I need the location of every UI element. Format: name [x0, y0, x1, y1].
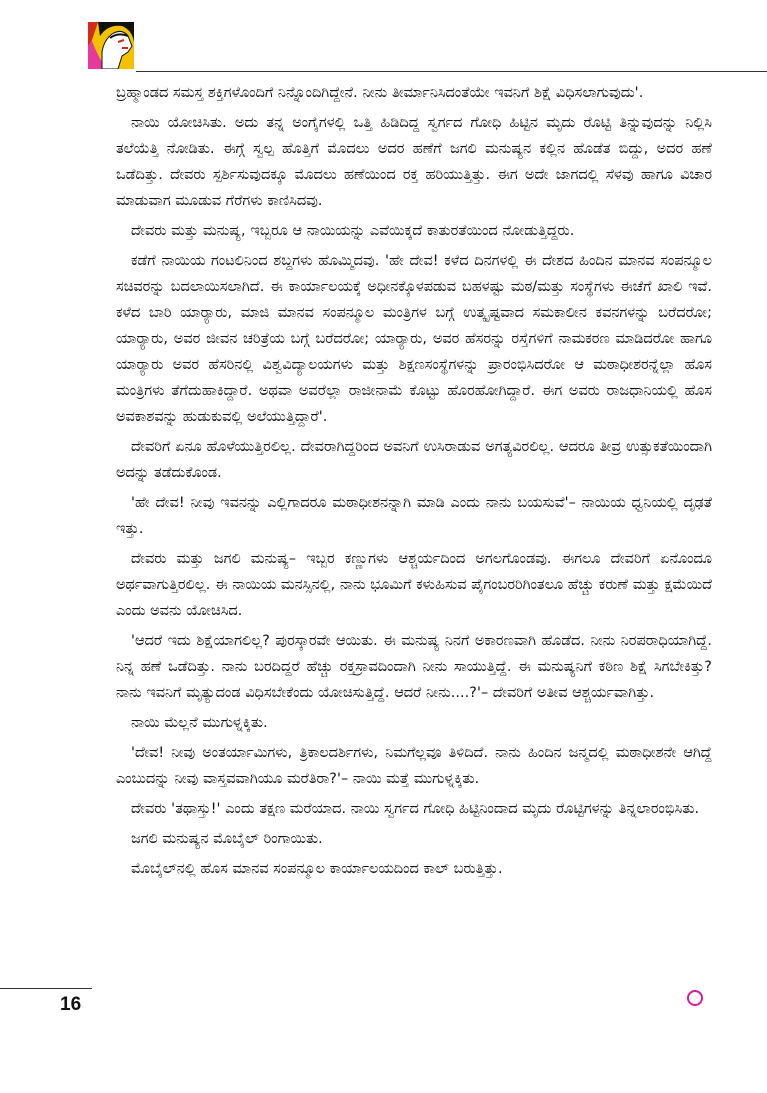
woman-profile-logo-icon: [88, 22, 134, 69]
paragraph: 'ಆದರೆ ಇದು ಶಿಕ್ಷೆಯಾಗಲಿಲ್ಲ? ಪುರಸ್ಕಾರವೇ ಆಯಿತು. ಈ ಮನುಷ್ಯ ನಿನಗೆ ಅಕಾರಣವಾಗಿ ಹೊಡೆದ. ನೀನು ನಿರಪರಾಧಿಯಾಗಿದ್ದೆ. ನಿನ್ನ ಹಣೆ ಒಡೆದಿತ್ತು. ನಾನು ಬರದಿದ್ದರೆ ಹೆಚ್ಚು ರಕ್ತಸ್ರಾವದಿಂದಾಗಿ ನೀನು ಸಾಯುತ್ತಿದ್ದೆ. ಈ ಮನುಷ್ಯನಿಗೆ ಕಠಿಣ ಶಿಕ್ಷೆ ಸಿಗಬೇಕಿತ್ತು? ನಾನು ಇವನಿಗೆ ಮೃತ್ಯುದಂಡ ವಿಧಿಸಬೇಕೆಂದು ಯೋಚಿಸುತ್ತಿದ್ದೆ. ಆದರೆ ನೀನು....?'– ದೇವರಿಗೆ ಅತೀವ ಆಶ್ಚರ್ಯವಾಗಿತ್ತು.: [116, 633, 712, 701]
paragraph: 'ದೇವ! ನೀವು ಅಂತರ್ಯಾಮಿಗಳು, ತ್ರಿಕಾಲದರ್ಶಿಗಳು, ನಿಮಗೆಲ್ಲವೂ ತಿಳಿದಿದೆ. ನಾನು ಹಿಂದಿನ ಜನ್ಮದಲ್ಲಿ ಮಠಾಧೀಶನೇ ಆಗಿದ್ದೆ ಎಂಬುದನ್ನು ನೀವು ವಾಸ್ತವವಾಗಿಯೂ ಮರೆತಿರಾ?'– ನಾಯಿ ಮತ್ತೆ ಮುಗುಳ್ನಕ್ಕಿತು.: [116, 745, 712, 787]
paragraph: ದೇವರು ಮತ್ತು ಜಗಲಿ ಮನುಷ್ಯ– ಇಬ್ಬರ ಕಣ್ಣುಗಳು ಆಶ್ಚರ್ಯದಿಂದ ಅಗಲಗೊಂಡವು. ಈಗಲೂ ದೇವರಿಗೆ ಏನೊಂದೂ ಅರ್ಥವಾಗುತ್ತಿರಲಿಲ್ಲ. ಈ ನಾಯಿಯ ಮನಸ್ಸಿನಲ್ಲಿ, ನಾನು ಭೂಮಿಗೆ ಕಳುಹಿಸುವ ಪೈಗಂಬರರಿಗಿಂತಲೂ ಹೆಚ್ಚು ಕರುಣೆ ಮತ್ತು ಕ್ಷಮೆಯಿದೆ ಎಂದು ಅವನು ಯೋಚಿಸಿದ.: [116, 551, 712, 619]
paragraph: ಕಡೆಗೆ ನಾಯಿಯ ಗಂಟಲಿನಿಂದ ಶಬ್ದಗಳು ಹೊಮ್ಮಿದವು. 'ಹೇ ದೇವ! ಕಳೆದ ದಿನಗಳಲ್ಲಿ ಈ ದೇಶದ ಹಿಂದಿನ ಮಾನವ ಸಂಪನ್ಮೂಲ ಸಚಿವರನ್ನು ಬದಲಾಯಿಸಲಾಗಿದೆ. ಈ ಕಾರ್ಯಾಲಯಕ್ಕೆ ಅಧೀನಕ್ಕೊಳಪಡುವ ಬಹಳಷ್ಟು ಮಠ/ಮತ್ತು ಸಂಸ್ಥೆಗಳು ಈಚೆಗೆ ಖಾಲಿ ಇವೆ. ಕಳೆದ ಬಾರಿ ಯಾರ್‍ಯಾರು, ಮಾಜಿ ಮಾನವ ಸಂಪನ್ಮೂಲ ಮಂತ್ರಿಗಳ ಬಗ್ಗೆ ಉತ್ಕೃಷ್ಟವಾದ ಸಮಕಾಲೀನ ಕವನಗಳನ್ನು ಬರೆದರೋ; ಯಾರ್‍ಯಾರು, ಅವರ ಜೀವನ ಚರಿತ್ರೆಯ ಬಗ್ಗೆ ಬರೆದರೋ; ಯಾರ್‍ಯಾರು, ಅವರ ಹೆಸರನ್ನು ರಸ್ತೆಗಳಿಗೆ ನಾಮಕರಣ ಮಾಡಿದರೋ ಹಾಗೂ ಯಾರ್‍ಯಾರು ಅವರ ಹೆಸರಿನಲ್ಲಿ ವಿಶ್ವವಿದ್ಯಾಲಯಗಳು ಮತ್ತು ಶಿಕ್ಷಣಸಂಸ್ಥೆಗಳನ್ನು ಪ್ರಾರಂಭಿಸಿದರೋ ಆ ಮಠಾಧೀಶರನ್ನೆಲ್ಲಾ ಹೊಸ ಮಂತ್ರಿಗಳು ತೆಗೆದುಹಾಕಿದ್ದಾರೆ. ಅಥವಾ ಅವರೆಲ್ಲಾ ರಾಜೀನಾಮೆ ಕೊಟ್ಟು ಹೊರಹೋಗಿದ್ದಾರೆ. ಈಗ ಅವರು ರಾಜಧಾನಿಯಲ್ಲಿ ಹೊಸ ಅವಕಾಶವನ್ನು ಹುಡುಕುವಲ್ಲಿ ಅಲೆಯುತ್ತಿದ್ದಾರೆ'.: [116, 253, 712, 425]
paragraph: ದೇವರಿಗೆ ಏನೂ ಹೊಳೆಯುತ್ತಿರಲಿಲ್ಲ. ದೇವರಾಗಿದ್ದರಿಂದ ಅವನಿಗೆ ಉಸಿರಾಡುವ ಅಗತ್ಯವಿರಲಿಲ್ಲ. ಆದರೂ ತೀವ್ರ ಉತ್ಸುಕತೆಯಿಂದಾಗಿ ಅದನ್ನು ತಡೆದುಕೊಂಡ.: [116, 439, 712, 481]
paragraph: ಮೊಬೈಲ್‌ನಲ್ಲಿ ಹೊಸ ಮಾನವ ಸಂಪನ್ಮೂಲ ಕಾರ್ಯಾಲಯದಿಂದ ಕಾಲ್ ಬರುತ್ತಿತ್ತು.: [131, 861, 503, 877]
paragraph: ನಾಯಿ ಮೆಲ್ಲನೆ ಮುಗುಳ್ನಕ್ಕಿತು.: [131, 715, 268, 731]
article-body: [116, 80, 712, 886]
paragraph: ದೇವರು 'ತಥಾಸ್ತು!' ಎಂದು ತಕ್ಷಣ ಮರೆಯಾದ. ನಾಯಿ ಸ್ವರ್ಗದ ಗೋಧಿ ಹಿಟ್ಟಿನಿಂದಾದ ಮೃದು ರೊಟ್ಟಿಗಳನ್ನು ತಿನ್ನಲಾರಂಭಿಸಿತು.: [131, 801, 700, 817]
end-circle-icon: [687, 990, 703, 1006]
footer-rule: [0, 988, 92, 989]
magazine-logo: [88, 22, 134, 69]
paragraph: ಬ್ರಹ್ಮಾಂಡದ ಸಮಸ್ತ ಶಕ್ತಿಗಳೊಂದಿಗೆ ನಿನ್ನೊಂದಿಗಿದ್ದೇನೆ. ನೀನು ತೀರ್ಮಾನಿಸಿದಂತೆಯೇ ಇವನಿಗೆ ಶಿಕ್ಷೆ ವಿಧಿಸಲಾಗುವುದು'.: [116, 85, 644, 101]
paragraph: ದೇವರು ಮತ್ತು ಮನುಷ್ಯ, ಇಬ್ಬರೂ ಆ ನಾಯಿಯನ್ನು ಎವೆಯಿಕ್ಕದೆ ಕಾತುರತೆಯಿಂದ ನೋಡುತ್ತಿದ್ದರು.: [131, 223, 575, 239]
header-rule: [136, 71, 767, 72]
paragraph: ಜಗಲಿ ಮನುಷ್ಯನ ಮೊಬೈಲ್ ರಿಂಗಾಯಿತು.: [131, 831, 323, 847]
paragraph: 'ಹೇ ದೇವ! ನೀವು ಇವನನ್ನು ಎಲ್ಲಿಗಾದರೂ ಮಠಾಧೀಶನನ್ನಾಗಿ ಮಾಡಿ ಎಂದು ನಾನು ಬಯಸುವೆ'– ನಾಯಿಯ ಧ್ವನಿಯಲ್ಲಿ ದೃಢತೆ ಇತ್ತು.: [116, 495, 712, 537]
page-number: 16: [60, 994, 82, 1015]
paragraph: ನಾಯಿ ಯೋಚಿಸಿತು. ಅದು ತನ್ನ ಅಂಗೈಗಳಲ್ಲಿ ಒತ್ತಿ ಹಿಡಿದಿದ್ದ ಸ್ವರ್ಗದ ಗೋಧಿ ಹಿಟ್ಟಿನ ಮೃದು ರೊಟ್ಟಿ ತಿನ್ನುವುದನ್ನು ನಿಲ್ಲಿಸಿ ತಲೆಯೆತ್ತಿ ನೋಡಿತು. ಈಗ್ಗೆ ಸ್ವಲ್ಪ ಹೊತ್ತಿಗೆ ಮೊದಲು ಅದರ ಹಣೆಗೆ ಜಗಲಿ ಮನುಷ್ಯನ ಕಲ್ಲಿನ ಹೊಡೆತ ಬಿದ್ದು, ಅದರ ಹಣೆ ಒಡೆದಿತ್ತು. ದೇವರು ಸ್ಪರ್ಶಿಸುವುದಕ್ಕೂ ಮೊದಲು ಹಣೆಯಿಂದ ರಕ್ತ ಹರಿಯುತ್ತಿತ್ತು. ಈಗ ಅದೇ ಜಾಗದಲ್ಲಿ ಸೆಳವು ಹಾಗೂ ವಿಚಾರ ಮಾಡುವಾಗ ಮೂಡುವ ಗೆರೆಗಳು ಕಾಣಿಸಿದವು.: [116, 115, 712, 209]
